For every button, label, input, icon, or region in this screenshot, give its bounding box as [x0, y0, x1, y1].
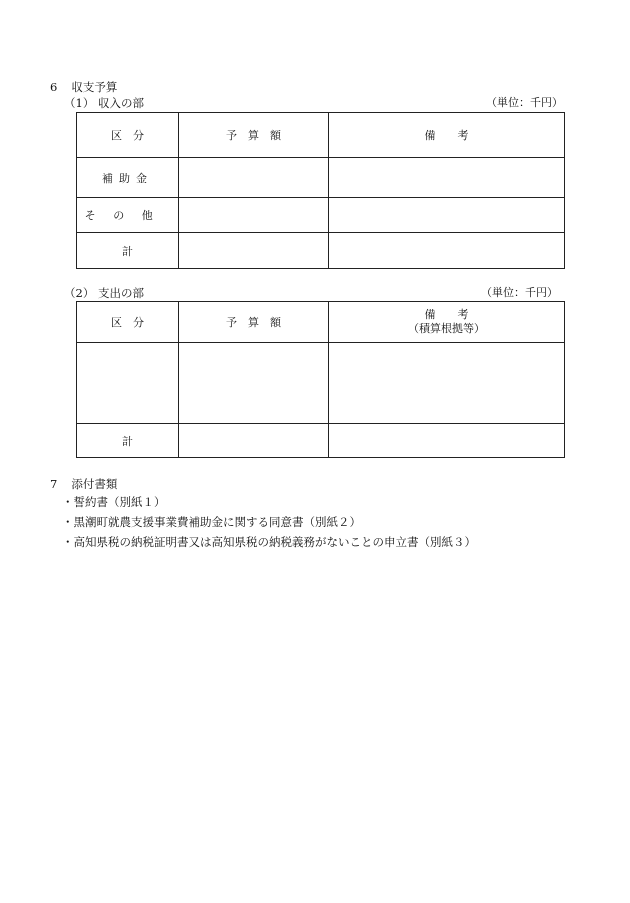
section-7-number: 7: [50, 477, 58, 491]
income-row-budget: [179, 198, 329, 233]
section-7-title: 添付書類: [71, 477, 118, 491]
income-row-subsidy: [77, 158, 565, 198]
income-total-remarks: [329, 233, 565, 269]
income-header-row: [77, 113, 565, 158]
expense-header-category: 区 分: [77, 302, 179, 343]
expense-row-budget: [179, 343, 329, 424]
income-row-remarks: [329, 158, 565, 198]
income-total-label: 計: [77, 233, 179, 269]
income-row-category: その他: [77, 198, 179, 233]
section-7-heading: [50, 477, 117, 491]
income-total-budget: [179, 233, 329, 269]
income-table: [76, 112, 565, 269]
expense-header-row: [77, 302, 565, 343]
income-row-total: [77, 233, 565, 269]
attachment-item: ・高知県税の納税証明書又は高知県税の納税義務がないことの申立書（別紙３）: [62, 535, 476, 549]
income-row-remarks: [329, 198, 565, 233]
expense-table: [76, 301, 565, 458]
section-6-heading: [50, 80, 117, 94]
section-6-number: 6: [50, 80, 58, 94]
section-6-title: 収支予算: [71, 80, 118, 94]
expense-total-budget: [179, 424, 329, 458]
expense-header-budget: 予 算 額: [179, 302, 329, 343]
income-header-remarks: 備 考: [329, 113, 565, 158]
expense-row-category: [77, 343, 179, 424]
expense-total-remarks: [329, 424, 565, 458]
income-header-category: 区 分: [77, 113, 179, 158]
income-header-budget: 予 算 額: [179, 113, 329, 158]
expense-header-remarks-sub: （積算根拠等）: [408, 322, 485, 335]
attachment-item: ・誓約書（別紙１）: [62, 495, 166, 509]
income-row-other: [77, 198, 565, 233]
income-heading: （1） 収入の部: [64, 96, 144, 110]
expense-unit-label: （単位：千円）: [481, 286, 558, 299]
income-row-budget: [179, 158, 329, 198]
expense-row-blank: [77, 343, 565, 424]
income-unit-label: （単位：千円）: [486, 96, 563, 109]
expense-heading: （2） 支出の部: [64, 286, 144, 300]
expense-row-total: [77, 424, 565, 458]
expense-total-label: 計: [77, 424, 179, 458]
expense-row-remarks: [329, 343, 565, 424]
attachment-item: ・黒潮町就農支援事業費補助金に関する同意書（別紙２）: [62, 515, 361, 529]
income-row-category: 補助金: [77, 158, 179, 198]
expense-header-remarks-main: 備 考: [424, 308, 469, 321]
expense-header-remarks: [329, 302, 565, 343]
